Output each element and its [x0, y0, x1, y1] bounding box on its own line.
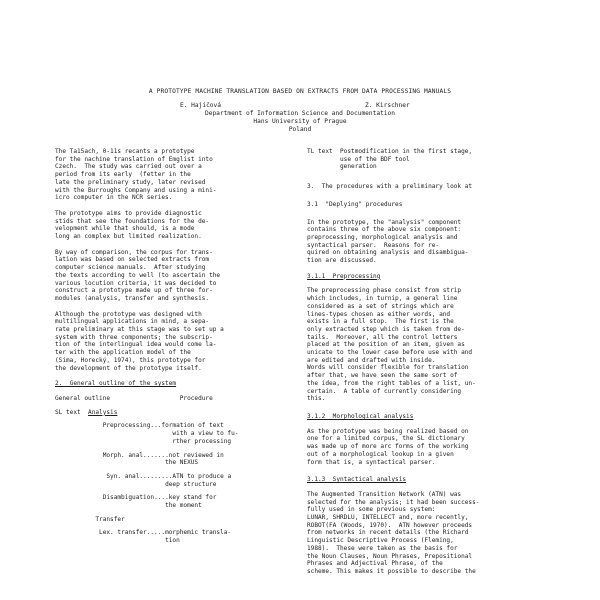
outline-row-disambiguation: Disambiguation....key stand for	[102, 494, 217, 502]
abstract-paragraph-1: The Ta15ach, 0-11s recants a prototype for the nachine translation of Emglist into Czech. The study was carried out over a period from its early (fetter in the late the preliminary study, later revised with the Burroughs Company and using a mini- icro computer in the NCR series.	[55, 148, 217, 202]
author-right: Z. Kirschner	[365, 102, 410, 109]
abstract-paragraph-2: The prototype aims to provide diagnostic stids that see the foundations for the de- velopment while that should, is a mode long an complex but limited realization.	[55, 209, 210, 241]
section-heading-procedures: 3. The procedures with a preliminary look at	[307, 183, 473, 191]
body-paragraph-morphological: As the prototype was being realized based on one for a limited corpus, the SL dictionary was made up of more arc forms of the working out of a morphological lookup in a given form that is, a syntactical parser.	[307, 427, 469, 466]
paper-title: A PROTOTYPE MACHINE TRANSLATION BASED ON EXTRACTS FROM DATA PROCESSING MANUALS	[148, 88, 452, 95]
outline-row-preprocessing-cont: with a view to fu-	[172, 430, 239, 438]
affiliation-university: Hans University of Prague	[253, 118, 347, 125]
section-heading-preprocessing: 3.1.1 Preprocessing	[307, 272, 381, 280]
outline-row-lex-transfer: Lex. transfer.....morphemic transla-	[99, 529, 232, 537]
body-paragraph-preprocessing: The preprocessing phase consist from strip which includes, in turnip, a general line considered as a set of strings which are lines-types chosen as either words, and exists in a full stop. The first is the only extracted step which is taken from de- tails. Moreover, all the control letters placed at the position of an item, given as unicate to the lower case before use with and are edited and drafted with inside. Words will consider flexible for translation after that, we have seen the same sort of the idea, from the right tables of a list, un- certain. A table of currently considering this.	[307, 287, 476, 403]
affiliation-department: Department of Information Science and Documentation	[205, 110, 395, 117]
author-left: E. Hajičová	[180, 102, 221, 109]
body-paragraph-syntactical: The Augmented Transition Network (ATN) was selected for the analysis; it had been success- fully used in some previous system: LUNAR, SHRDLU, INTELLECT and, more recently, ROBOT(FA (Woods, 1970). ATN however proceeds from networks in recent details (the Richard Linguistic Descriptive Process (Fleming, 1988). These were taken as the basis for the Noun Clauses, Noun Phrases, Prepositional Phrases and Adjectival Phrase, of the scheme. This makes it possible to describe the	[307, 490, 480, 575]
outline-row-transfer: Transfer	[95, 515, 125, 523]
abstract-paragraph-3: By way of comparison, the corpus for trans- lation was based on selected extracts from computer science manuals. After studying the texts according to well (to ascertain the various locution criteria, it was decided to construct a prototype made up of three for- modules (analysis, transfer and synthesis.	[55, 248, 221, 302]
outline-row-morph: Morph. anal.......not reviewed in	[102, 451, 224, 459]
right-column	[307, 148, 552, 584]
outline-row-syn-cont: deep structure	[165, 480, 217, 488]
outline-continuation: TL text Postmodification in the first stage, use of the BDF tool generation	[307, 148, 473, 171]
outline-row-disambiguation-cont: the moment	[165, 502, 202, 510]
outline-row-lex-transfer-cont: tion	[165, 537, 180, 545]
outline-row-preprocessing-cont2: rther processing	[172, 437, 232, 445]
left-column	[55, 148, 305, 545]
outline-row-preprocessing: Preprocessing...formation of text	[102, 422, 224, 430]
body-paragraph-analysis: In the prototype, the "analysis" component contains three of the above six component: preprocessing, morphological analysis and syntactical parser. Reasons for re- quired on obtaining analysis and disambigua- tion are discussed.	[307, 218, 469, 265]
section-heading-deplying: 3.1 "Deplying" procedures	[307, 200, 403, 208]
outline-header: General outline Procedure	[55, 394, 213, 402]
section-heading-morphological: 3.1.2 Morphological analysis	[307, 412, 414, 420]
affiliation-country: Poland	[288, 126, 312, 133]
section-heading-syntactical: 3.1.3 Syntactical analysis	[307, 476, 407, 484]
section-heading-general-outline: 2. General outline of the system	[55, 380, 177, 388]
abstract-paragraph-4: Although the prototype was designed with multilingual applications in mind, a sepa- rate preliminary at this stage was to set up a system with three components; the subscrip- tion of the interlingual idea would come la- ter with the application model of the (Sima, Horecký, 1974), this prototype for the development of the prototype itself.	[55, 310, 224, 372]
outline-row-syn: Syn. anal.........ATN to produce a	[106, 472, 232, 480]
outline-row-sl-text: SL text Analysis	[55, 408, 118, 416]
outline-row-morph-cont: the NEXUS	[165, 459, 199, 467]
